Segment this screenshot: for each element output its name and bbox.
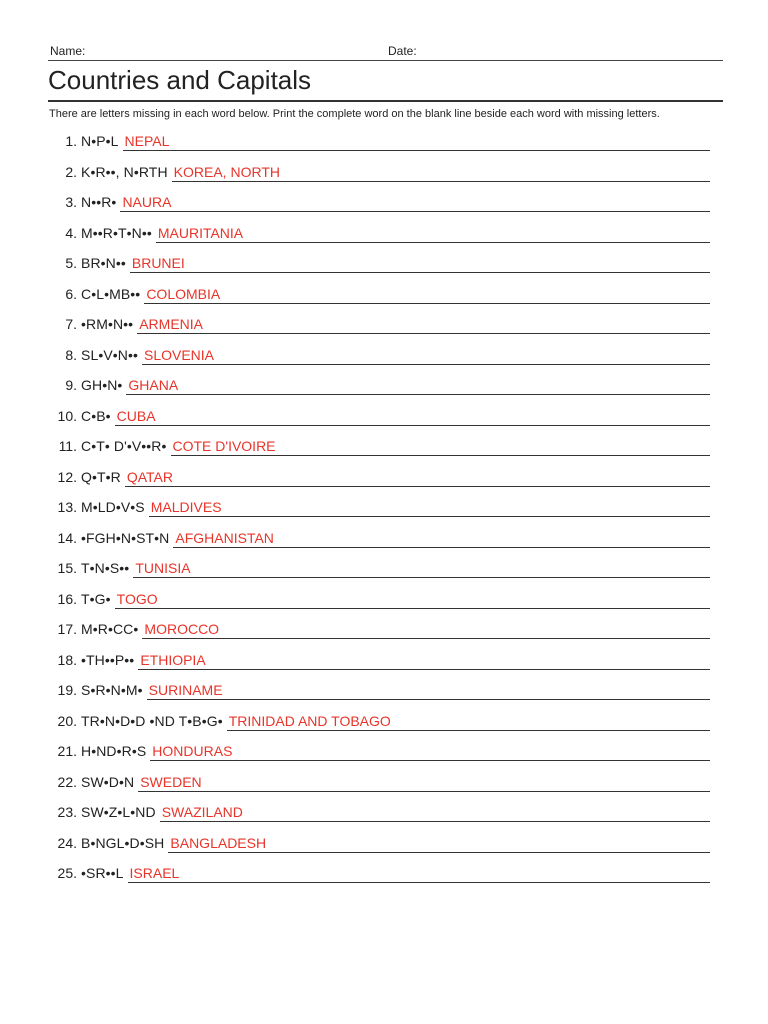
question-row [48,863,710,894]
answer-line[interactable]: SWEDEN [138,772,710,792]
scrambled-word: SL•V•N•• [81,346,138,363]
question-number: 7. [65,316,77,332]
question-row [48,253,710,284]
question-row [48,192,710,223]
question-row [48,528,710,559]
question-number: 25. [57,865,77,881]
scrambled-word: C•B• [81,407,111,424]
answer-line[interactable]: KOREA, NORTH [172,162,710,182]
question-row [48,467,710,498]
question-number: 12. [57,468,77,485]
scrambled-word: T•N•S•• [81,560,130,576]
question-number: 20. [57,712,77,729]
question-row [48,680,710,711]
scrambled-word: N•P•L [81,133,119,149]
scrambled-word: M•LD•V•S [81,499,145,515]
answer-line[interactable]: CUBA [115,406,710,426]
scrambled-word: SW•D•N [81,773,135,790]
scrambled-word: BR•N•• [81,255,126,271]
question-row [48,375,710,406]
answer-line[interactable]: COLOMBIA [144,284,710,304]
question-number: 8. [65,346,77,363]
question-number: 18. [57,651,77,668]
question-row [48,711,710,742]
question-number: 2. [65,163,77,180]
question-number: 23. [57,804,77,820]
question-number: 9. [65,377,77,393]
answer-line[interactable]: MOROCCO [142,619,710,639]
question-number: 1. [65,133,77,149]
answer-line[interactable]: COTE D'IVOIRE [171,436,711,456]
question-number: 22. [57,773,77,790]
question-number: 6. [65,285,77,302]
answer-line[interactable]: BANGLADESH [168,833,710,853]
question-number: 5. [65,255,77,271]
scrambled-word: C•L•MB•• [81,285,141,302]
question-number: 24. [57,834,77,851]
answer-line[interactable]: MAURITANIA [156,223,710,243]
question-row [48,162,710,193]
header-row [48,44,723,61]
question-number: 21. [57,743,77,759]
question-row [48,406,710,437]
scrambled-word: M•R•CC• [81,621,139,637]
scrambled-word: •RM•N•• [81,316,134,332]
scrambled-word: Q•T•R [81,468,121,485]
scrambled-word: TR•N•D•D •ND T•B•G• [81,712,223,729]
answer-line[interactable]: TUNISIA [133,558,710,578]
question-number: 17. [57,621,77,637]
scrambled-word: •TH••P•• [81,651,135,668]
question-number: 15. [57,560,77,576]
answer-line[interactable]: SURINAME [147,680,710,700]
instructions-text: There are letters missing in each word below. Print the complete word on the blank line beside each word with missing letters. [49,108,660,120]
answer-line[interactable]: SLOVENIA [142,345,710,365]
scrambled-word: H•ND•R•S [81,743,147,759]
question-row [48,284,710,315]
question-row [48,650,710,681]
question-row [48,497,710,528]
question-number: 4. [65,224,77,241]
question-row [48,833,710,864]
question-number: 19. [57,682,77,698]
name-label: Name: [50,44,86,58]
answer-line[interactable]: AFGHANISTAN [173,528,710,548]
question-number: 11. [58,438,77,454]
scrambled-word: S•R•N•M• [81,682,143,698]
scrambled-word: N••R• [81,194,117,210]
question-row [48,772,710,803]
question-row [48,223,710,254]
question-row [48,131,710,162]
answer-line[interactable]: BRUNEI [130,253,710,273]
question-number: 13. [57,499,77,515]
answer-line[interactable]: NEPAL [123,131,710,151]
question-row [48,589,710,620]
answer-line[interactable]: GHANA [126,375,710,395]
scrambled-word: SW•Z•L•ND [81,804,156,820]
question-number: 10. [57,407,77,424]
answer-line[interactable]: MALDIVES [149,497,710,517]
question-row [48,436,710,467]
answer-line[interactable]: HONDURAS [150,741,710,761]
scrambled-word: •FGH•N•ST•N [81,529,170,546]
question-row [48,619,710,650]
question-number: 16. [57,590,77,607]
question-row [48,314,710,345]
answer-line[interactable]: ETHIOPIA [138,650,710,670]
scrambled-word: C•T• D'•V••R• [81,438,167,454]
question-row [48,741,710,772]
question-list [48,131,710,894]
question-number: 3. [65,194,77,210]
answer-line[interactable]: TOGO [115,589,710,609]
answer-line[interactable]: TRINIDAD AND TOBAGO [227,711,710,731]
answer-line[interactable]: QATAR [125,467,710,487]
scrambled-word: K•R••, N•RTH [81,163,168,180]
question-row [48,558,710,589]
scrambled-word: M••R•T•N•• [81,224,152,241]
question-row [48,802,710,833]
scrambled-word: T•G• [81,590,111,607]
date-label: Date: [388,44,417,58]
scrambled-word: •SR••L [81,865,124,881]
answer-line[interactable]: ARMENIA [137,314,710,334]
page-title: Countries and Capitals [48,62,723,102]
answer-line[interactable]: ISRAEL [128,863,710,883]
question-number: 14. [57,529,77,546]
question-row [48,345,710,376]
answer-line[interactable]: NAURA [120,192,710,212]
answer-line[interactable]: SWAZILAND [160,802,710,822]
scrambled-word: B•NGL•D•SH [81,834,165,851]
scrambled-word: GH•N• [81,377,123,393]
